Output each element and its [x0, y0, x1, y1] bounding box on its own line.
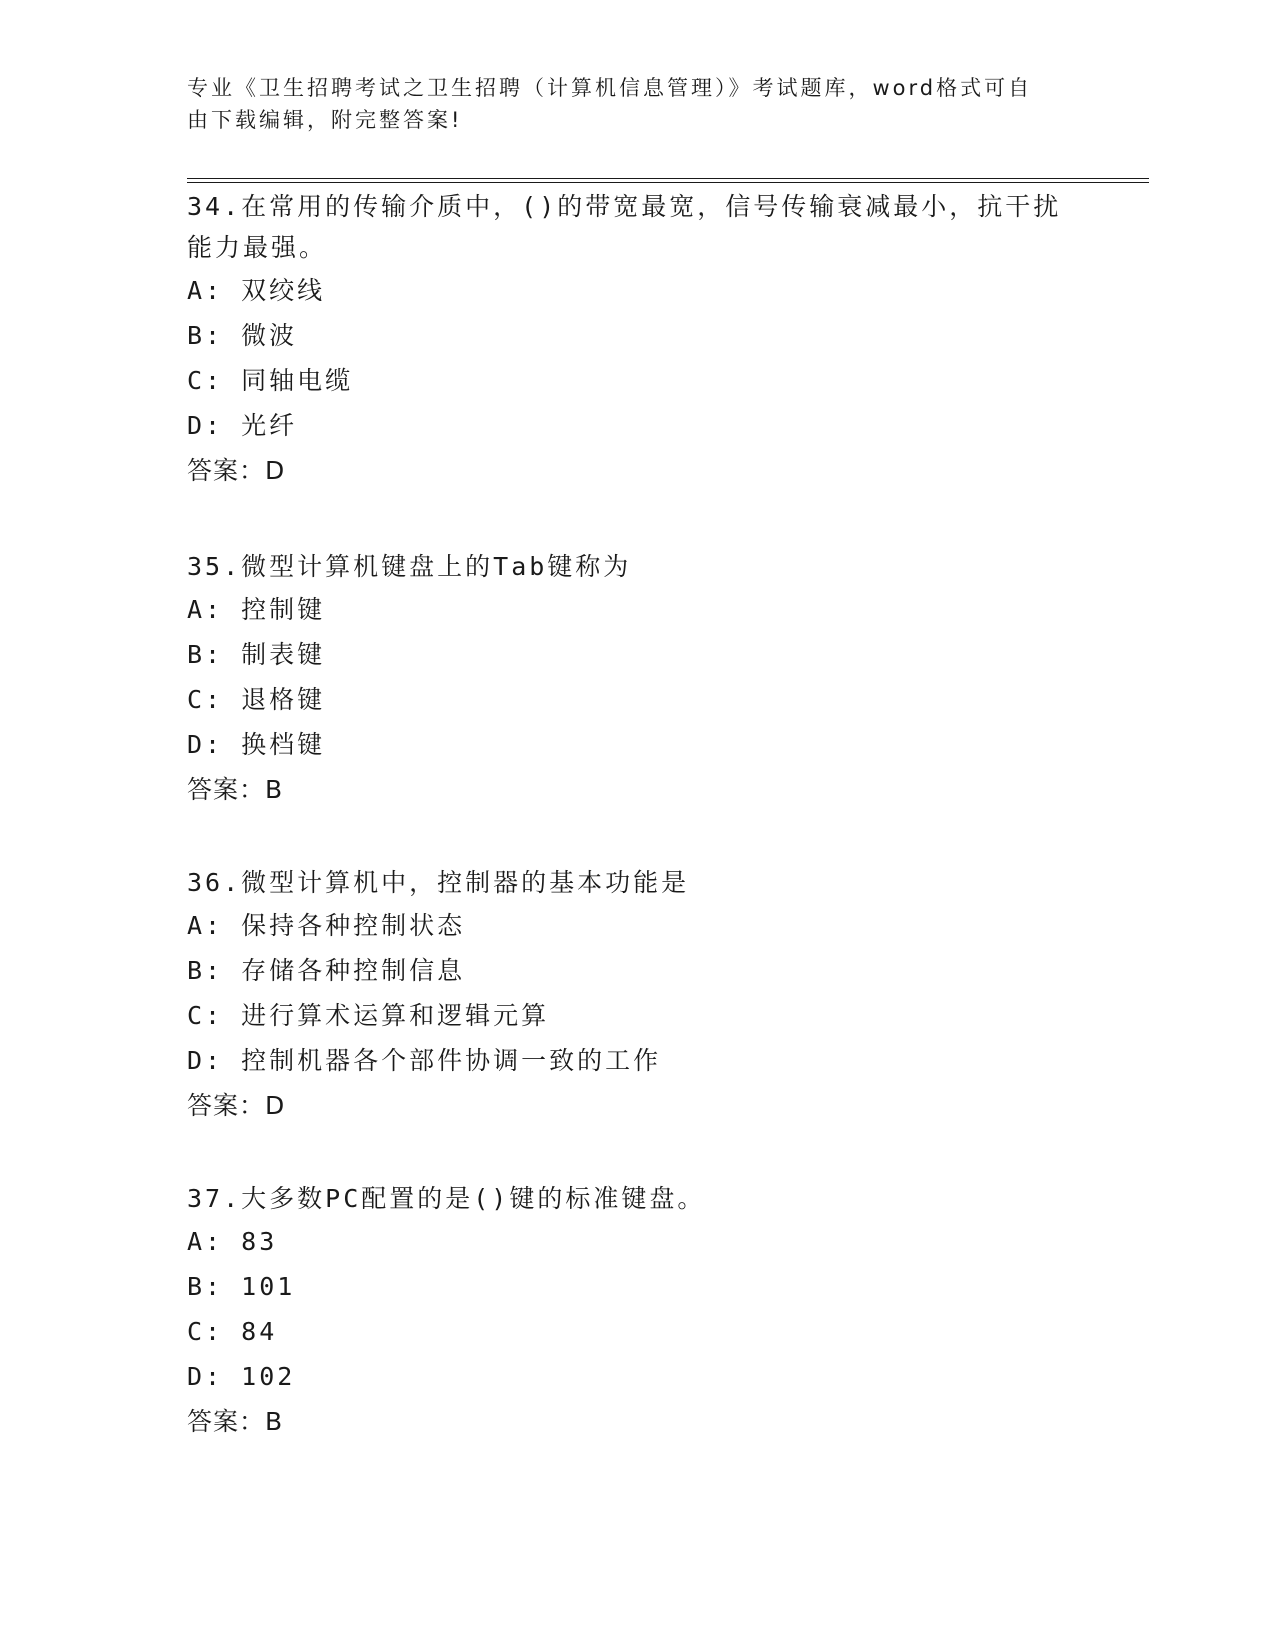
option-b: B: 101: [187, 1272, 296, 1301]
question-34: [187, 186, 1087, 493]
answer-line: 答案：D: [187, 456, 286, 485]
header-divider: [187, 178, 1149, 183]
option-d: D: 光纤: [187, 411, 298, 440]
option-c: C: 84: [187, 1317, 278, 1346]
question-stem: 34.在常用的传输介质中，()的带宽最宽，信号传输衰减最小，抗干扰: [187, 192, 1062, 221]
option-b: B: 存储各种控制信息: [187, 956, 466, 985]
option-c: C: 进行算术运算和逻辑元算: [187, 1001, 550, 1030]
option-d: D: 换档键: [187, 730, 326, 759]
option-a: A: 83: [187, 1227, 278, 1256]
question-35: [187, 546, 1087, 812]
answer-line: 答案：B: [187, 1407, 284, 1436]
question-37: [187, 1178, 1087, 1444]
question-stem: 36.微型计算机中，控制器的基本功能是: [187, 868, 690, 897]
question-stem-continued: 能力最强。: [187, 233, 328, 262]
option-c: C: 同轴电缆: [187, 366, 354, 395]
option-a: A: 双绞线: [187, 276, 326, 305]
answer-line: 答案：B: [187, 775, 284, 804]
option-d: D: 102: [187, 1362, 296, 1391]
option-c: C: 退格键: [187, 685, 326, 714]
option-a: A: 保持各种控制状态: [187, 911, 466, 940]
answer-line: 答案：D: [187, 1091, 286, 1120]
question-stem: 35.微型计算机键盘上的Tab键称为: [187, 552, 632, 581]
question-stem: 37.大多数PC配置的是()键的标准键盘。: [187, 1184, 706, 1213]
option-d: D: 控制机器各个部件协调一致的工作: [187, 1046, 662, 1075]
option-b: B: 微波: [187, 321, 298, 350]
question-36: [187, 862, 1087, 1128]
option-b: B: 制表键: [187, 640, 326, 669]
header-line-2: 由下载编辑，附完整答案!: [187, 108, 463, 132]
option-a: A: 控制键: [187, 595, 326, 624]
header-line-1: 专业《卫生招聘考试之卫生招聘（计算机信息管理）》考试题库，word格式可自: [187, 76, 1033, 100]
document-header: [187, 72, 1067, 136]
